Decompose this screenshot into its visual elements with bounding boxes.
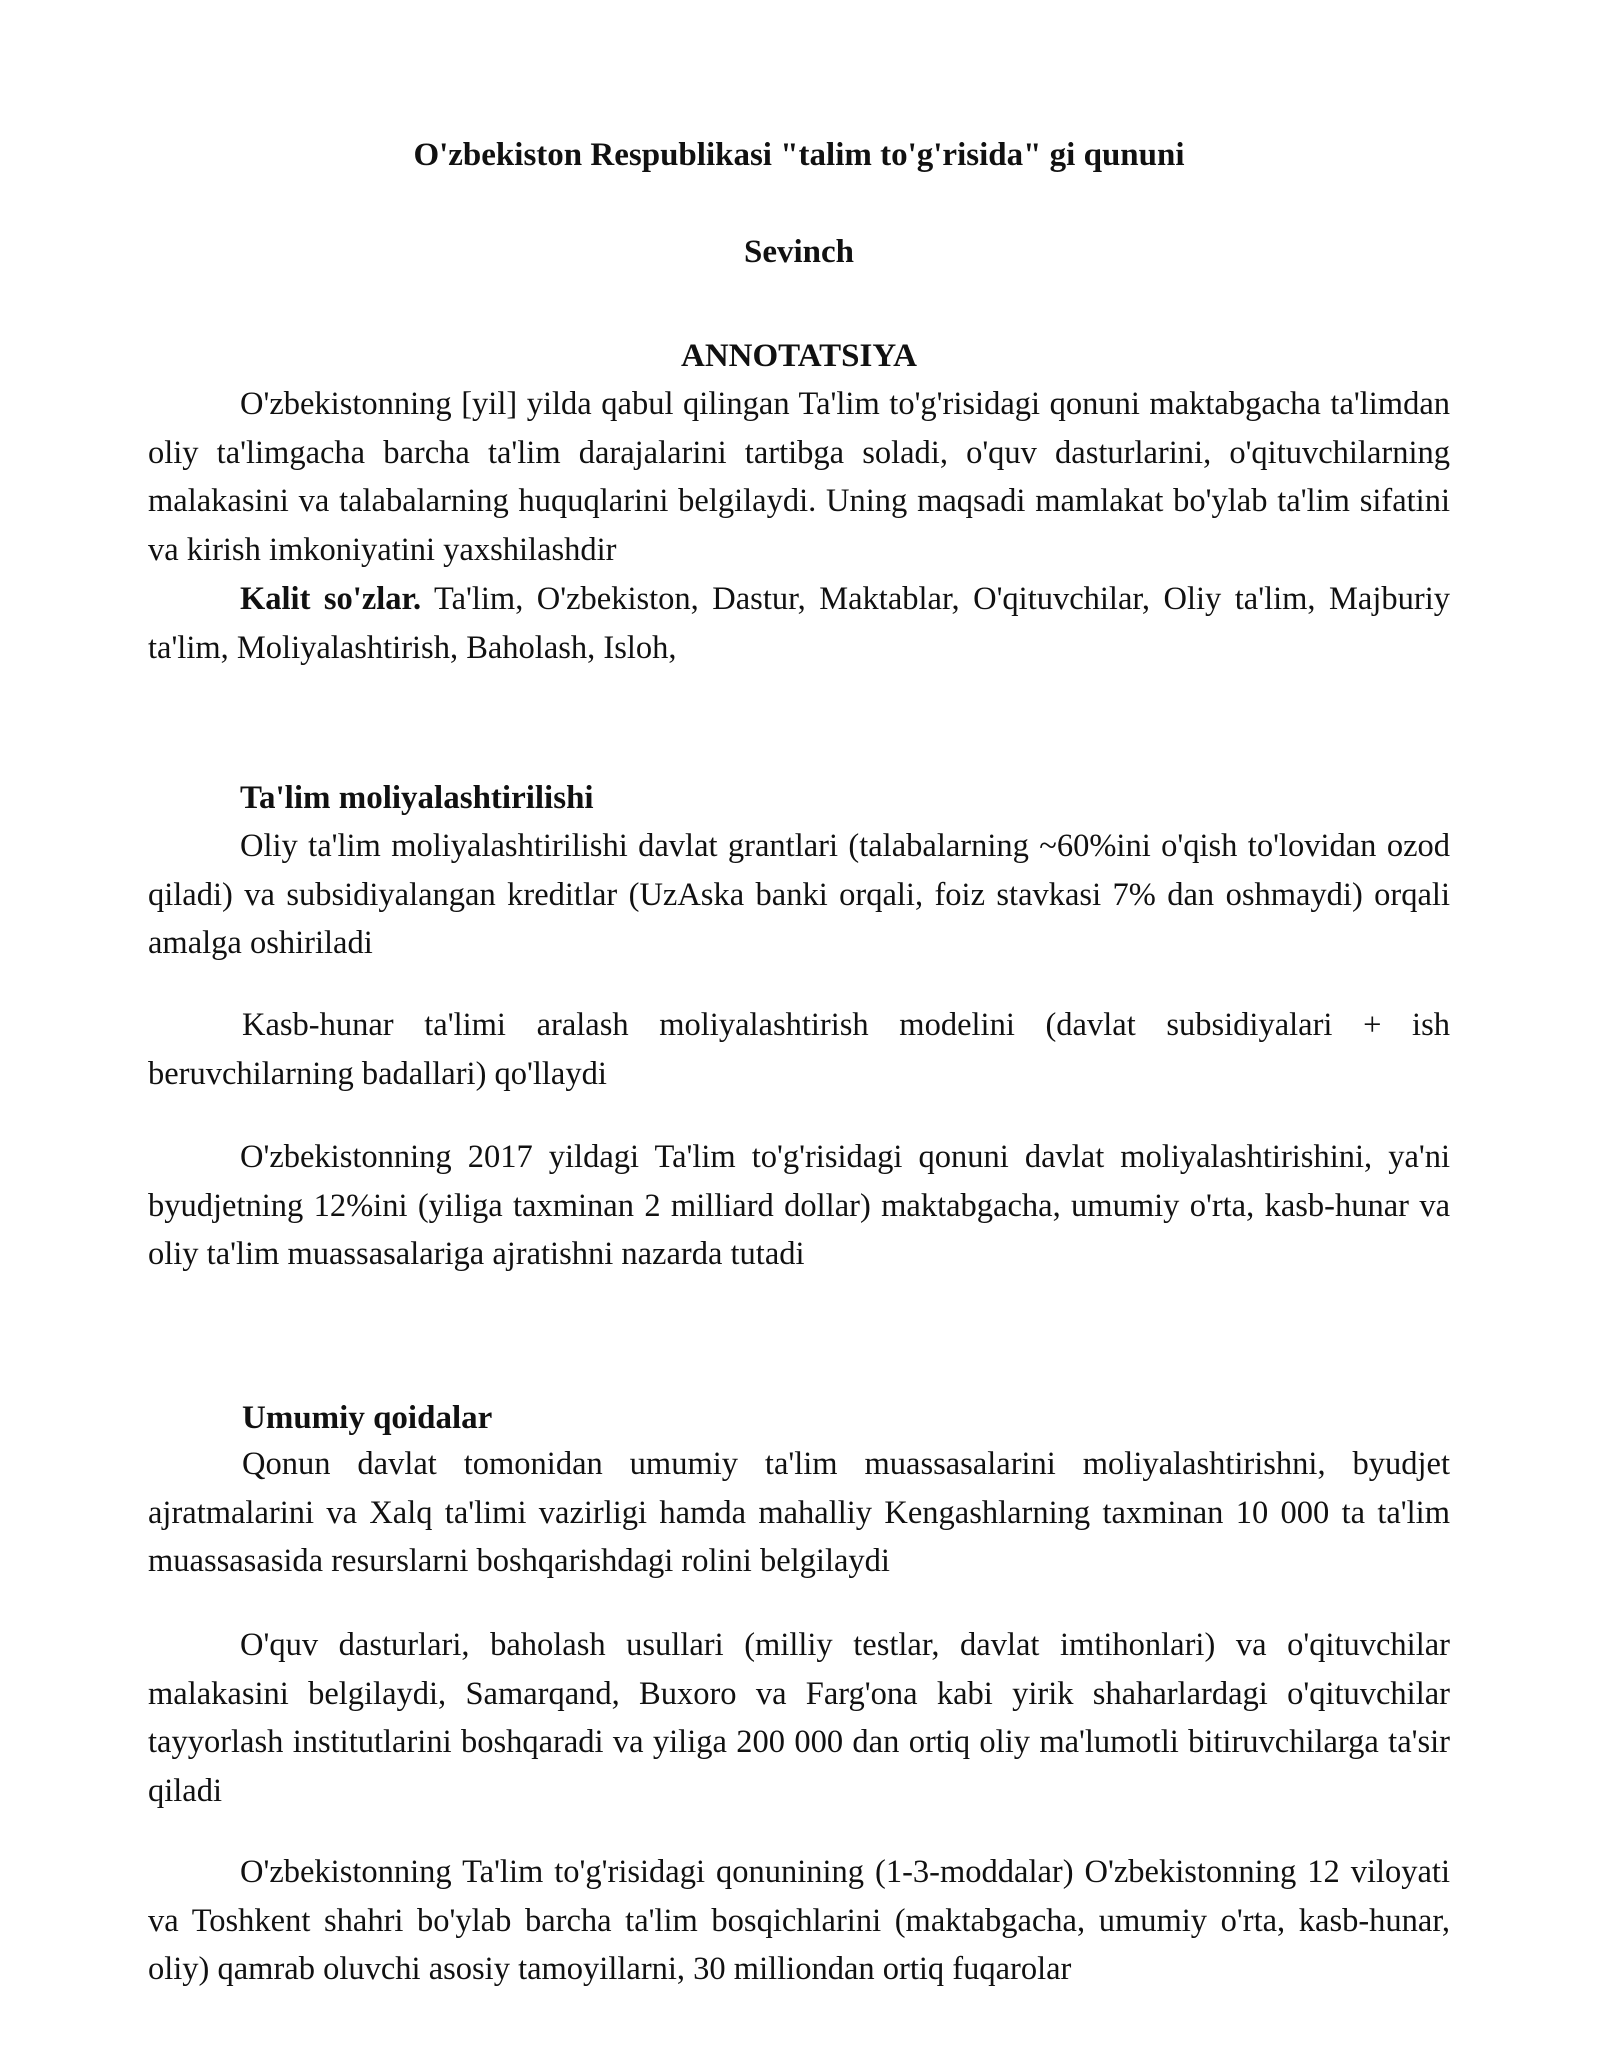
author-name: Sevinch [743, 234, 855, 270]
general-rules-paragraph-1: Qonun davlat tomonidan umumiy ta'lim muassasalarini moliyalashtirishni, byudjet ajratmalarini va Xalq ta'limi vazirligi hamda mahalliy Kengashlarning taxminan 10 000 ta ta'lim muassasasida resurslarni boshqarishdagi rolini belgilaydi [148, 1446, 1450, 1580]
keywords-paragraph [148, 575, 1450, 672]
annotation-heading: ANNOTATSIYA [681, 338, 917, 374]
document-title: O'zbekiston Respublikasi "talim to'g'risida" gi qununi [413, 137, 1185, 173]
financing-paragraph-3: O'zbekistonning 2017 yildagi Ta'lim to'g'risidagi qonuni davlat moliyalashtirishini, ya'ni byudjetning 12%ini (yiliga taxminan 2 milliard dollar) maktabgacha, umumiy o'rta, kasb-hunar va oliy ta'lim muassasalariga ajratishni nazarda tutadi [148, 1139, 1450, 1273]
general-rules-paragraph-2: O'quv dasturlari, baholash usullari (milliy testlar, davlat imtihonlari) va o'qituvchilar malakasini belgilaydi, Samarqand, Buxoro va Farg'ona kabi yirik shaharlardagi o'qituvchilar tayyorlash institutlarini boshqaradi va yiliga 200 000 dan ortiq oliy ma'lumotli bitiruvchilarga ta'sir qiladi [148, 1627, 1450, 1809]
section-heading-financing: Ta'lim moliyalashtirilishi [240, 780, 594, 816]
general-rules-paragraph-3: O'zbekistonning Ta'lim to'g'risidagi qonunining (1-3-moddalar) O'zbekistonning 12 viloyati va Toshkent shahri bo'ylab barcha ta'lim bosqichlarini (maktabgacha, umumiy o'rta, kasb-hunar, oliy) qamrab oluvchi asosiy tamoyillarni, 30 milliondan ortiq fuqarolar [148, 1854, 1450, 1988]
annotation-paragraph: O'zbekistonning [yil] yilda qabul qilingan Ta'lim to'g'risidagi qonuni maktabgacha ta'limdan oliy ta'limgacha barcha ta'lim darajalarini tartibga soladi, o'quv dasturlarini, o'qituvchilarning malakasini va talabalarning huquqlarini belgilaydi. Uning maqsadi mamlakat bo'ylab ta'lim sifatini va kirish imkoniyatini yaxshilashdir [148, 386, 1450, 568]
keywords-text: Ta'lim, O'zbekiston, Dastur, Maktablar, O'qituvchilar, Oliy ta'lim, Majburiy ta'lim, Moliyalashtirish, Baholash, Isloh, [148, 581, 1450, 666]
section-heading-general-rules: Umumiy qoidalar [242, 1400, 493, 1436]
financing-paragraph-1: Oliy ta'lim moliyalashtirilishi davlat grantlari (talabalarning ~60%ini o'qish to'lovidan ozod qiladi) va subsidiyalangan kreditlar (UzAska banki orqali, foiz stavkasi 7% dan oshmaydi) orqali amalga oshiriladi [148, 828, 1450, 962]
keywords-label: Kalit so'zlar. [240, 581, 422, 617]
financing-paragraph-2: Kasb-hunar ta'limi aralash moliyalashtirish modelini (davlat subsidiyalari + ish beruvchilarning badallari) qo'llaydi [148, 1007, 1450, 1092]
